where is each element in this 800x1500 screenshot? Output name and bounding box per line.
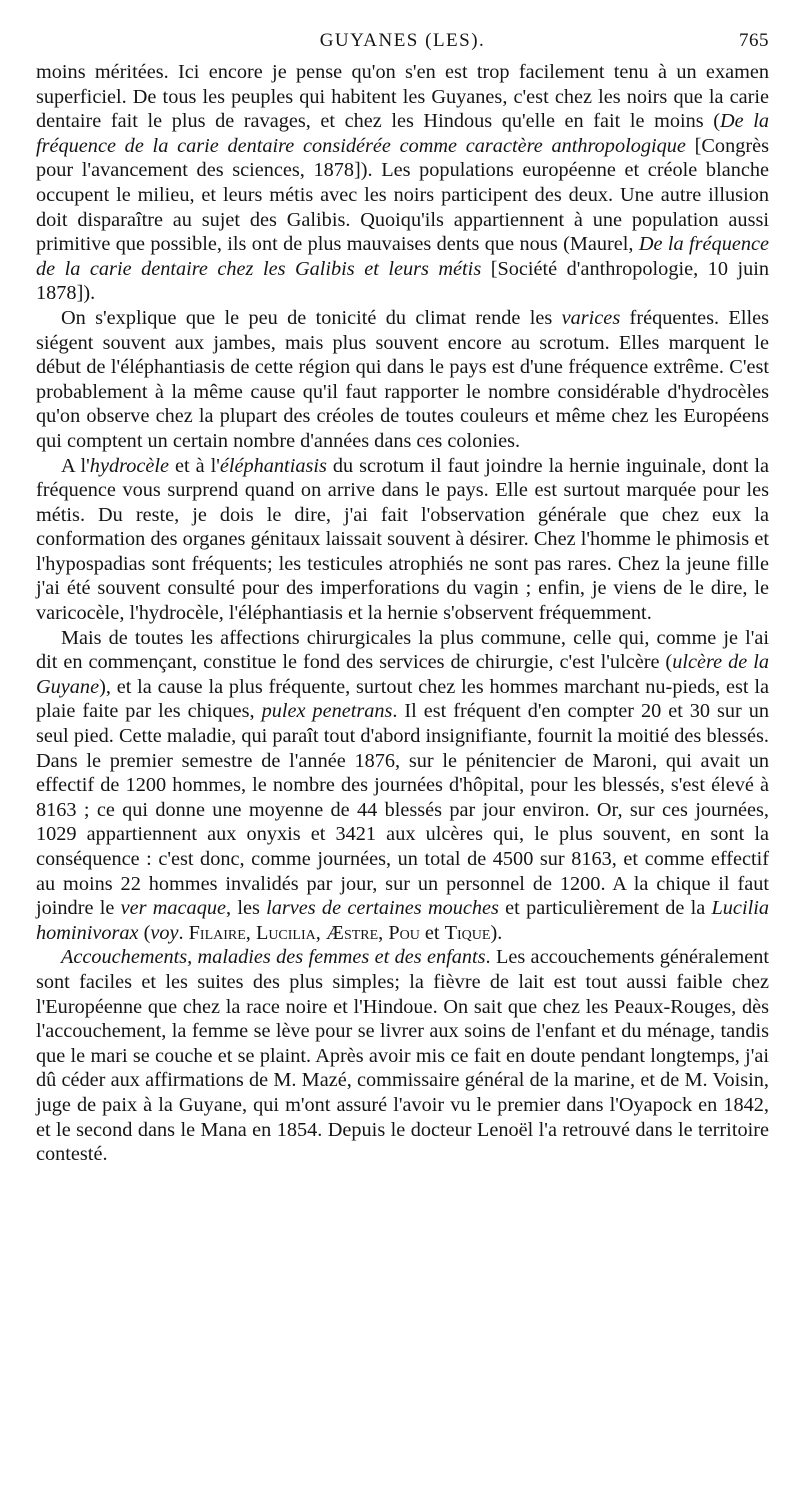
running-header bbox=[36, 26, 769, 60]
italic-text: pulex penetrans bbox=[261, 700, 393, 723]
text-run: Mais de toutes les affections chirurgicales la plus commune, celle qui, comme je l'ai dit en commençant, constitue le fond des services de chirurgie, c'est l'ulcère ( bbox=[36, 626, 769, 674]
text-run: et à l' bbox=[169, 454, 220, 477]
italic-text: larves de certaines mouches bbox=[266, 897, 499, 920]
paragraph bbox=[36, 60, 769, 306]
small-caps-text: Æstre bbox=[325, 921, 379, 944]
text-run: . bbox=[178, 921, 189, 944]
italic-text: De la fréquence de la carie dentaire chez les Galibis et leurs métis bbox=[36, 233, 769, 280]
book-page bbox=[36, 26, 769, 1167]
italic-text: De la fréquence de la carie dentaire considérée comme caractère anthropologique bbox=[36, 110, 769, 157]
text-run: , bbox=[245, 921, 256, 944]
italic-text: varices bbox=[561, 306, 621, 329]
text-run: ), et la cause la plus fréquente, surtout chez les hommes marchant nu-pieds, est la plaie faite par les chiques, bbox=[36, 675, 769, 723]
italic-text: voy bbox=[150, 921, 179, 944]
small-caps-text: Pou bbox=[388, 921, 420, 944]
paragraph bbox=[36, 306, 769, 454]
running-title: GUYANES (LES). bbox=[319, 30, 486, 51]
paragraph bbox=[36, 945, 769, 1166]
text-run: , bbox=[315, 921, 326, 944]
text-run: [Société d'anthropologie, 10 juin 1878]). bbox=[36, 257, 770, 305]
italic-text: éléphantiasis bbox=[219, 454, 327, 477]
text-run: fréquentes. Elles siégent souvent aux jambes, mais plus souvent encore au scrotum. Elles marquent le début de l'éléphantiasis de cette région qui dans le pays est d'une fréquence extrême. C'est probablement à la même cause qu'il faut rapporter le nombre considérable d'hydrocèles qu'on observe chez la plupart des créoles de toutes couleurs et même chez les Européens qui comptent un certain nombre d'années dans ces colonies. bbox=[36, 306, 769, 452]
body-text bbox=[36, 60, 769, 1167]
italic-text: Accouchements, maladies des femmes et des enfants bbox=[61, 946, 486, 969]
italic-text: ver macaque bbox=[120, 897, 226, 920]
text-run: moins méritées. Ici encore je pense qu'on s'en est trop facilement tenu à un examen superficiel. De tous les peuples qui habitent les Guyanes, c'est chez les noirs que la carie dentaire fait le plus de ravages, et chez les Hindous qu'elle en fait le moins ( bbox=[36, 61, 769, 133]
text-run: ). bbox=[490, 921, 503, 944]
text-run: , bbox=[378, 921, 389, 944]
text-run: , les bbox=[225, 897, 267, 920]
paragraph bbox=[36, 454, 769, 626]
page-number: 765 bbox=[739, 30, 769, 51]
text-run: et particulièrement de la bbox=[498, 897, 712, 920]
text-run: . Les accouchements généralement sont faciles et les suites des plus simples; la fièvre de lait est tout aussi faible chez l'Européenne que chez la race noire et l'Hindoue. On sait que chez les Peaux-Rouges, dès l'accouchement, la femme se lève pour se livrer aux soins de l'enfant et du ménage, tandis que le mari se couche et se plaint. Après avoir mis ce fait en doute pendant longtemps, j'ai dû céder aux affirmations de M. Mazé, commissaire général de la marine, et de M. Voisin, juge de paix à la Guyane, qui m'ont assuré l'avoir vu le premier dans l'Oyapock en 1842, et le second dans le Mana en 1854. Depuis le docteur Lenoël l'a retrouvé dans le territoire contesté. bbox=[36, 946, 769, 1166]
text-run: ( bbox=[138, 921, 151, 944]
small-caps-text: Lucilia bbox=[255, 921, 316, 944]
italic-text: hydrocèle bbox=[89, 454, 170, 477]
paragraph bbox=[36, 626, 769, 946]
text-run: . Il est fréquent d'en compter 20 et 30 sur un seul pied. Cette maladie, qui paraît tout d'abord insignifiante, fournit la moitié des blessés. Dans le premier semestre de l'année 1876, sur le pénitencier de Maroni, qui avait un effectif de 1200 hommes, le nombre des journées d'hôpital, pour les blessés, s'est élevé à 8163 ; ce qui donne une moyenne de 44 blessés par jour environ. Or, sur ces journées, 1029 appartiennent aux onyxis et 3421 aux ulcères qui, le plus souvent, en sont la conséquence : c'est donc, comme journées, un total de 4500 sur 8163, et comme effectif au moins 22 hommes invalidés par jour, sur un personnel de 1200. A la chique il faut joindre le bbox=[36, 700, 769, 920]
italic-text: ulcère de la Guyane bbox=[36, 651, 769, 698]
text-run: du scrotum il faut joindre la hernie inguinale, dont la fréquence vous surprend quand on arrive dans le pays. Elle est surtout marquée pour les métis. Du reste, je dois le dire, j'ai fait l'observation générale que chez eux la conformation des organes génitaux laissait souvent à désirer. Chez l'homme le phimosis et l'hypospadias sont fréquents; les testicules atrophiés ne sont pas rares. Chez la jeune fille j'ai été souvent consulté pour des imperforations du vagin ; enfin, je viens de le dire, le varicocèle, l'hydrocèle, l'éléphantiasis et la hernie s'observent fréquemment. bbox=[36, 454, 770, 625]
small-caps-text: Filaire bbox=[188, 921, 246, 944]
text-run: On s'explique que le peu de tonicité du climat rende les bbox=[61, 306, 562, 329]
text-run: [Congrès pour l'avancement des sciences, 1878]). Les populations européenne et créole blanche occupent le milieu, et leurs métis avec les noirs participent des deux. Une autre illusion doit disparaître au sujet des Galibis. Quoiqu'ils appartiennent à une population aussi primitive que possible, ils ont de plus mauvaises dents que nous (Maurel, bbox=[36, 134, 770, 256]
text-run: A l' bbox=[61, 454, 90, 477]
text-run: et bbox=[419, 921, 445, 944]
italic-text: Lucilia hominivorax bbox=[36, 897, 769, 944]
small-caps-text: Tique bbox=[444, 921, 491, 944]
